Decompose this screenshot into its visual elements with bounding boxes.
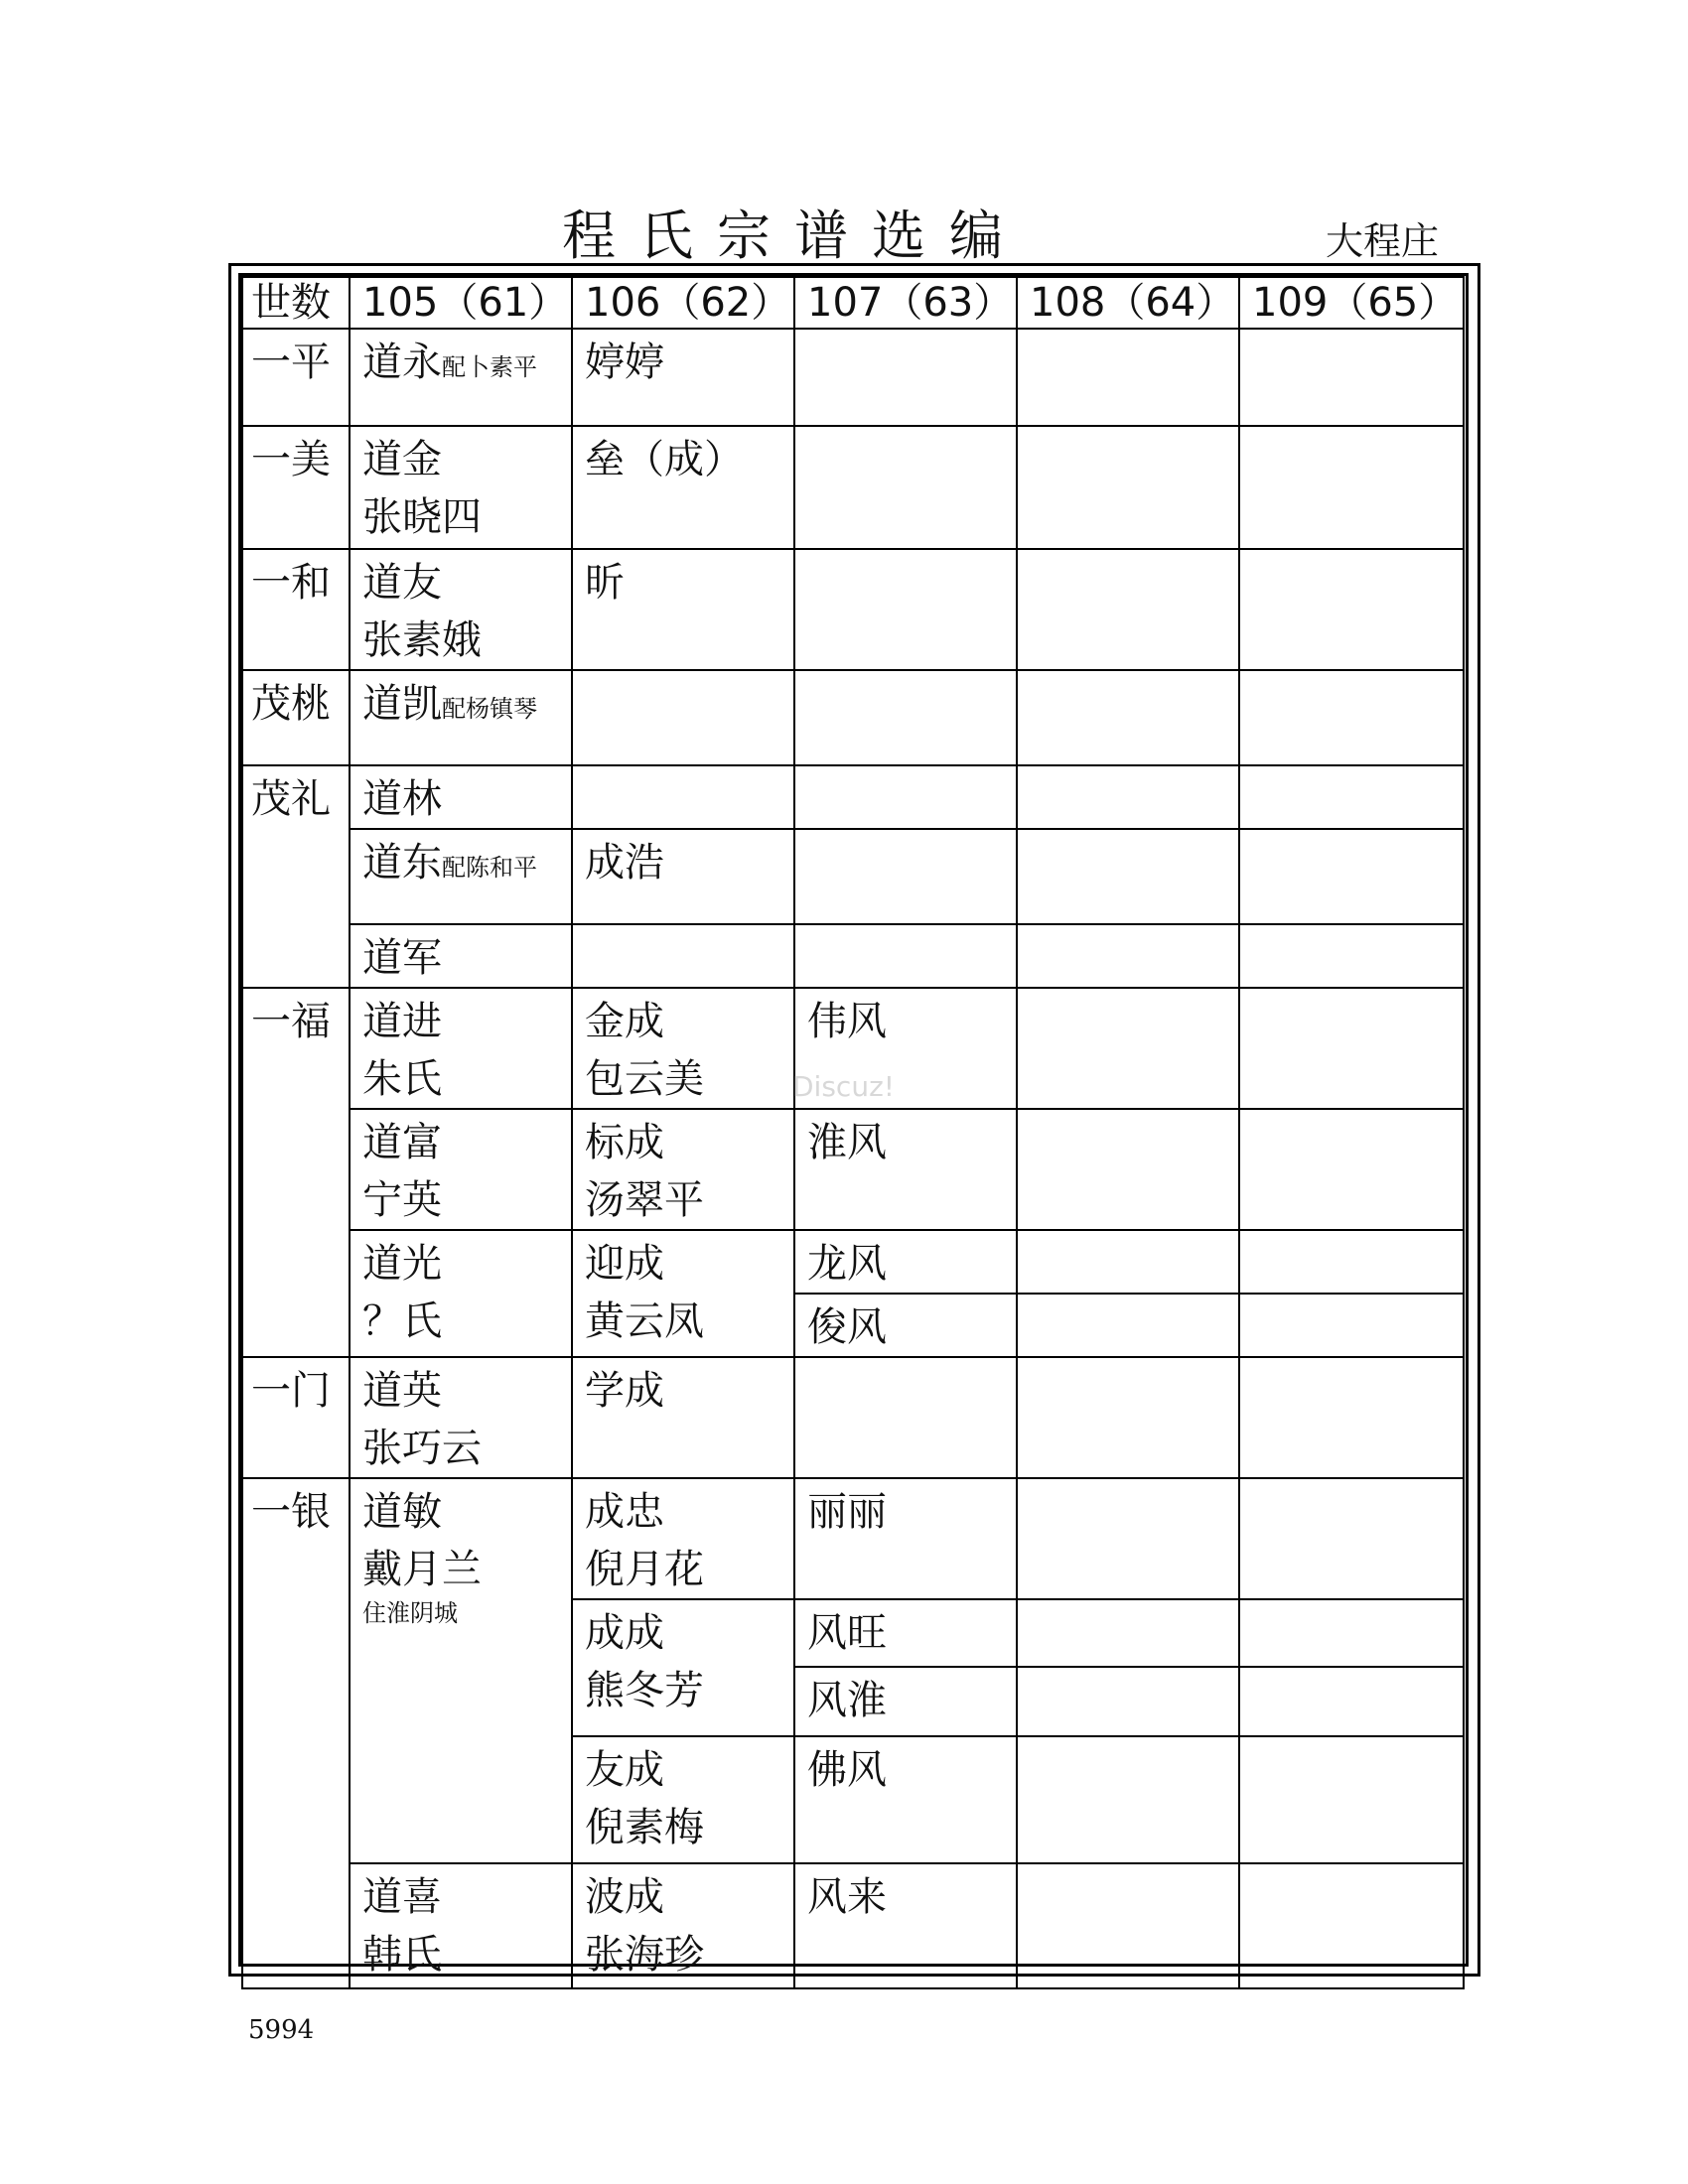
person-cell: 淮风 [794, 1109, 1017, 1230]
person-cell [350, 426, 572, 549]
empty-cell [794, 829, 1017, 924]
spouse-name: 倪月花 [585, 1547, 704, 1592]
empty-cell [794, 765, 1017, 829]
generation-cell: 一和 [242, 549, 350, 670]
person-cell: 风来 [794, 1863, 1017, 1988]
empty-cell [1239, 549, 1464, 670]
empty-cell [794, 329, 1017, 426]
person-cell [350, 1357, 572, 1478]
empty-cell [1017, 1357, 1239, 1478]
person-name: 道金 [362, 437, 442, 482]
table-row [242, 1109, 1464, 1230]
spouse-name: 黄云凤 [585, 1298, 704, 1344]
empty-cell [1017, 426, 1239, 549]
header-generation: 世数 [242, 277, 350, 329]
generation-cell: 一门 [242, 1357, 350, 1478]
table-row [242, 924, 1464, 988]
person-name: 道光 [362, 1241, 442, 1287]
person-name: 标成 [585, 1120, 664, 1165]
person-name: 道友 [362, 560, 442, 606]
person-cell: 垒（成） [572, 426, 794, 549]
person-cell: 风旺 [794, 1599, 1017, 1667]
header-105: 105（61） [350, 277, 572, 329]
spouse-name: 宁英 [362, 1177, 442, 1223]
person-cell [572, 1599, 794, 1736]
empty-cell [1239, 1736, 1464, 1863]
person-cell: 风淮 [794, 1667, 1017, 1736]
empty-cell [1017, 1863, 1239, 1988]
generation-cell: 一福 [242, 988, 350, 1357]
spouse-name: 张素娥 [362, 617, 482, 663]
empty-cell [1017, 988, 1239, 1109]
person-cell: 道林 [350, 765, 572, 829]
person-cell: 伟风 [794, 988, 1017, 1109]
person-name: 道喜 [362, 1874, 442, 1920]
empty-cell [1239, 924, 1464, 988]
person-cell [572, 1230, 794, 1357]
spouse-name: 汤翠平 [585, 1177, 704, 1223]
empty-cell [572, 924, 794, 988]
person-name: 道敏 [362, 1489, 442, 1535]
person-cell [572, 1478, 794, 1599]
table-row [242, 1478, 1464, 1599]
person-cell [350, 1109, 572, 1230]
table-row [242, 549, 1464, 670]
person-name: 波成 [585, 1874, 664, 1920]
empty-cell [572, 670, 794, 765]
empty-cell [794, 924, 1017, 988]
header-109: 109（65） [1239, 277, 1464, 329]
empty-cell [1239, 829, 1464, 924]
spouse-name: 张晓四 [362, 494, 482, 540]
spouse-name: 张巧云 [362, 1426, 482, 1471]
person-name: 迎成 [585, 1241, 664, 1287]
spouse-name: 倪素梅 [585, 1805, 704, 1850]
spouse-name: ？氏 [362, 1298, 442, 1344]
empty-cell [1239, 426, 1464, 549]
empty-cell [1017, 1667, 1239, 1736]
person-name: 道进 [362, 999, 442, 1044]
table-row [242, 1357, 1464, 1478]
person-name: 金成 [585, 999, 664, 1044]
empty-cell [1017, 670, 1239, 765]
empty-cell [1017, 829, 1239, 924]
empty-cell [1017, 1478, 1239, 1599]
empty-cell [1239, 988, 1464, 1109]
table-row [242, 1230, 1464, 1294]
person-cell [572, 988, 794, 1109]
person-cell: 龙风 [794, 1230, 1017, 1294]
person-name: 道富 [362, 1120, 442, 1165]
person-cell [572, 1863, 794, 1988]
spouse-note: 配陈和平 [442, 854, 537, 882]
page-title: 程氏宗谱选编 [562, 205, 1027, 267]
empty-cell [794, 426, 1017, 549]
generation-cell: 一平 [242, 329, 350, 426]
person-cell: 俊风 [794, 1294, 1017, 1357]
spouse-name: 朱氏 [362, 1056, 442, 1102]
person-cell [350, 1863, 572, 1988]
watermark: Discuz! [792, 1070, 895, 1103]
spouse-note: 配杨镇琴 [442, 695, 537, 723]
person-cell: 道军 [350, 924, 572, 988]
empty-cell [1239, 1357, 1464, 1478]
person-name: 友成 [585, 1747, 664, 1793]
person-name: 道东 [362, 840, 442, 886]
person-cell [350, 670, 572, 765]
table-row [242, 670, 1464, 765]
person-cell [572, 1109, 794, 1230]
place-name: 大程庄 [1326, 219, 1440, 263]
header-107: 107（63） [794, 277, 1017, 329]
header-108: 108（64） [1017, 277, 1239, 329]
residence-note: 住淮阴城 [362, 1599, 458, 1627]
empty-cell [1239, 765, 1464, 829]
person-cell: 学成 [572, 1357, 794, 1478]
empty-cell [1239, 1599, 1464, 1667]
person-name: 成成 [585, 1610, 664, 1656]
table-row [242, 1863, 1464, 1988]
empty-cell [1017, 1736, 1239, 1863]
empty-cell [1017, 549, 1239, 670]
person-cell: 昕 [572, 549, 794, 670]
empty-cell [1239, 1478, 1464, 1599]
spouse-name: 熊冬芳 [585, 1668, 704, 1713]
table-header-row [242, 277, 1464, 329]
empty-cell [1239, 1294, 1464, 1357]
empty-cell [794, 1357, 1017, 1478]
empty-cell [1239, 1109, 1464, 1230]
spouse-note: 配卜素平 [442, 353, 537, 381]
person-cell [350, 1478, 572, 1863]
table-row [242, 829, 1464, 924]
genealogy-table [241, 276, 1465, 1989]
table-row [242, 765, 1464, 829]
empty-cell [1239, 1863, 1464, 1988]
empty-cell [1017, 1294, 1239, 1357]
empty-cell [572, 765, 794, 829]
person-cell: 婷婷 [572, 329, 794, 426]
person-cell [350, 329, 572, 426]
person-cell: 佛风 [794, 1736, 1017, 1863]
spouse-name: 包云美 [585, 1056, 704, 1102]
empty-cell [1239, 670, 1464, 765]
empty-cell [1017, 1109, 1239, 1230]
empty-cell [1239, 1230, 1464, 1294]
spouse-name: 韩氏 [362, 1932, 442, 1978]
page-number: 5994 [248, 2015, 315, 2045]
person-cell [572, 1736, 794, 1863]
table-row [242, 426, 1464, 549]
person-cell [350, 829, 572, 924]
empty-cell [1017, 765, 1239, 829]
person-cell [350, 549, 572, 670]
person-cell: 成浩 [572, 829, 794, 924]
person-name: 道永 [362, 340, 442, 385]
person-cell [350, 988, 572, 1109]
header-106: 106（62） [572, 277, 794, 329]
person-name: 道凯 [362, 681, 442, 727]
person-name: 成忠 [585, 1489, 664, 1535]
empty-cell [1239, 1667, 1464, 1736]
table-row [242, 329, 1464, 426]
person-name: 道英 [362, 1368, 442, 1414]
empty-cell [1017, 924, 1239, 988]
empty-cell [1017, 1230, 1239, 1294]
person-cell [350, 1230, 572, 1357]
spouse-name: 戴月兰 [362, 1547, 482, 1592]
empty-cell [794, 549, 1017, 670]
generation-cell: 一美 [242, 426, 350, 549]
person-cell: 丽丽 [794, 1478, 1017, 1599]
empty-cell [1017, 329, 1239, 426]
spouse-name: 张海珍 [585, 1932, 704, 1978]
empty-cell [794, 670, 1017, 765]
generation-cell: 茂礼 [242, 765, 350, 988]
generation-cell: 茂桃 [242, 670, 350, 765]
generation-cell: 一银 [242, 1478, 350, 1988]
empty-cell [1017, 1599, 1239, 1667]
empty-cell [1239, 329, 1464, 426]
